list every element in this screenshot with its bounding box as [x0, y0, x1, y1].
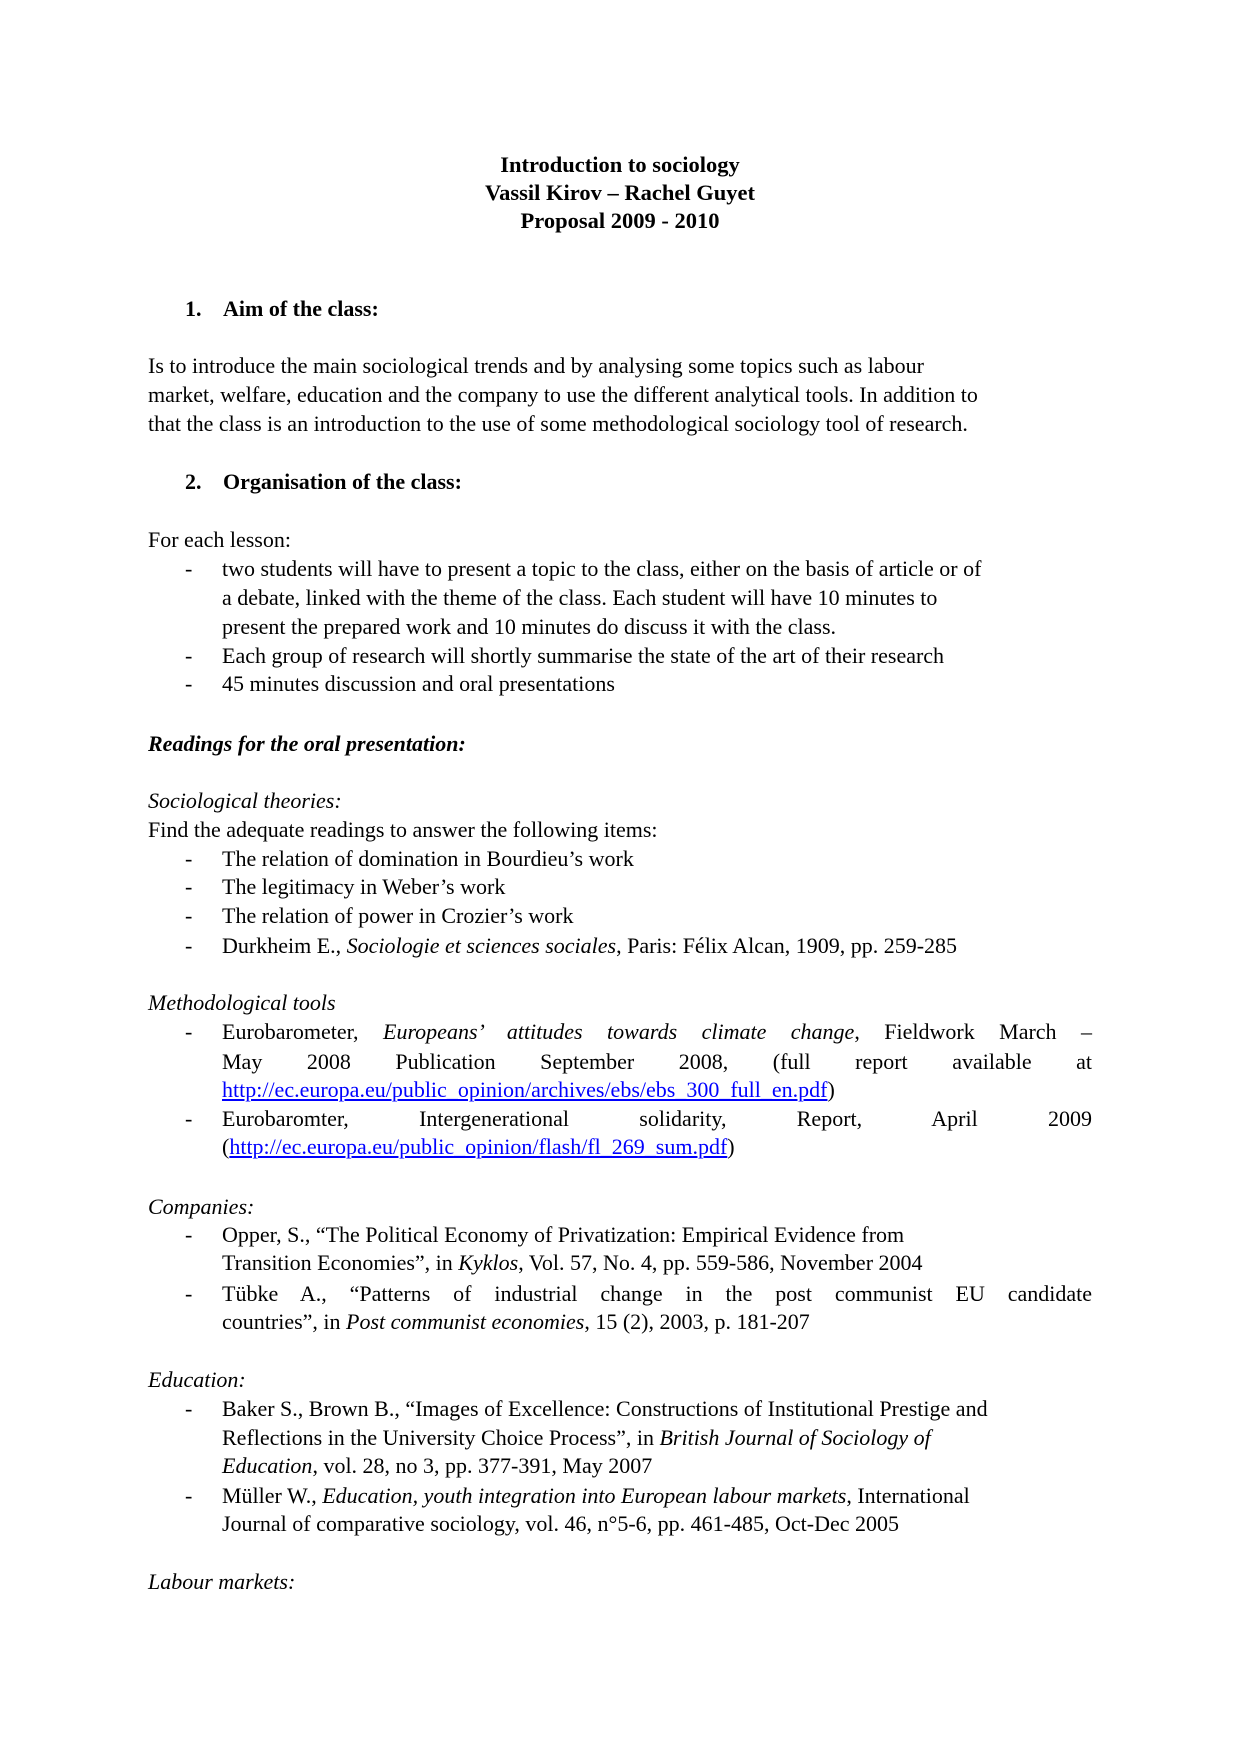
section-2-heading: Organisation of the class:	[223, 469, 462, 494]
citation-title: Education, youth integration into European labour markets	[322, 1483, 847, 1508]
bullet-dash: -	[185, 874, 193, 899]
list-item-continuation: a debate, linked with the theme of the class. Each student will have 10 minutes to	[222, 585, 938, 610]
bullet-dash: -	[185, 1396, 193, 1421]
readings-heading: Readings for the oral presentation:	[148, 731, 466, 756]
citation-details: , vol. 28, no 3, pp. 377-391, May 2007	[312, 1453, 653, 1478]
bullet-dash: -	[185, 1483, 193, 1508]
list-item: 45 minutes discussion and oral presentations	[222, 671, 615, 696]
link-close-paren: )	[727, 1134, 735, 1159]
list-item: The relation of power in Crozier’s work	[222, 903, 574, 928]
document-subtitle: Proposal 2009 - 2010	[520, 208, 720, 233]
link-close-paren: )	[827, 1077, 835, 1102]
citation-author: Müller W.,	[222, 1483, 323, 1508]
citation-source: Eurobarometer,	[222, 1019, 383, 1044]
section-1-paragraph-line: that the class is an introduction to the use of some methodological sociology tool of research.	[148, 411, 968, 436]
list-item-durkheim	[222, 932, 957, 960]
report-link-fl-269[interactable]: http://ec.europa.eu/public_opinion/flash/fl_269_sum.pdf	[229, 1134, 728, 1159]
subsection-methodological-tools: Methodological tools	[148, 990, 336, 1015]
list-item: Baker S., Brown B., “Images of Excellence: Constructions of Institutional Prestige and	[222, 1396, 988, 1421]
citation-title: Sociologie et sciences sociales	[346, 933, 617, 958]
section-1-heading: Aim of the class:	[223, 296, 379, 321]
report-link-ebs-300[interactable]: http://ec.europa.eu/public_opinion/archives/ebs/ebs_300_full_en.pdf	[222, 1077, 828, 1102]
citation-details: , Paris: Félix Alcan, 1909, pp. 259-285	[616, 933, 958, 958]
citation-author: Durkheim E.,	[222, 933, 347, 958]
list-item-continuation	[222, 1308, 810, 1336]
section-1-paragraph-line: market, welfare, education and the company to use the different analytical tools. In addition to	[148, 382, 978, 407]
bullet-dash: -	[185, 643, 193, 668]
list-item-continuation	[222, 1452, 652, 1480]
list-item-continuation	[222, 1249, 923, 1277]
citation-text: Transition Economies”, in	[222, 1250, 459, 1275]
list-item-continuation	[222, 1076, 835, 1104]
list-item-continuation: Journal of comparative sociology, vol. 46, n°5-6, pp. 461-485, Oct-Dec 2005	[222, 1511, 900, 1536]
subsection-labour-markets: Labour markets:	[148, 1569, 296, 1594]
citation-details: , Fieldwork March –	[854, 1019, 1092, 1044]
list-item	[222, 1482, 970, 1510]
bullet-dash: -	[185, 846, 193, 871]
list-item-continuation: present the prepared work and 10 minutes do discuss it with the class.	[222, 614, 837, 639]
bullet-dash: -	[185, 1106, 193, 1131]
link-open-paren: (	[222, 1134, 230, 1159]
bullet-dash: -	[185, 1281, 193, 1306]
bullet-dash: -	[185, 1019, 193, 1044]
document-title: Introduction to sociology	[500, 152, 740, 177]
list-item-eurobarometer-1	[222, 1018, 1092, 1046]
bullet-dash: -	[185, 903, 193, 928]
section-1-paragraph-line: Is to introduce the main sociological trends and by analysing some topics such as labour	[148, 353, 924, 378]
citation-journal: British Journal of Sociology of	[659, 1425, 931, 1450]
subsection-companies: Companies:	[148, 1194, 255, 1219]
citation-journal: Kyklos	[458, 1250, 519, 1275]
section-1-number: 1.	[185, 296, 202, 321]
list-item: Opper, S., “The Political Economy of Privatization: Empirical Evidence from	[222, 1222, 905, 1247]
bullet-dash: -	[185, 933, 193, 958]
list-item: Each group of research will shortly summarise the state of the art of their research	[222, 643, 945, 668]
citation-details: , International	[846, 1483, 970, 1508]
citation-title: Europeans’ attitudes towards climate change	[383, 1019, 855, 1044]
citation-details: , Vol. 57, No. 4, pp. 559-586, November 2004	[518, 1250, 923, 1275]
citation-details: , 15 (2), 2003, p. 181-207	[584, 1309, 810, 1334]
subsection-education: Education:	[148, 1367, 246, 1392]
subsection-sociological-theories: Sociological theories:	[148, 788, 342, 813]
bullet-dash: -	[185, 1222, 193, 1247]
list-item-continuation	[222, 1424, 931, 1452]
list-item-continuation	[222, 1133, 735, 1161]
bullet-dash: -	[185, 671, 193, 696]
bullet-dash: -	[185, 556, 193, 581]
list-item: Tübke A., “Patterns of industrial change in the post communist EU candidate	[222, 1281, 1092, 1306]
section-2-number: 2.	[185, 469, 202, 494]
citation-text: Reflections in the University Choice Process”, in	[222, 1425, 660, 1450]
citation-journal: Post communist economies	[346, 1309, 585, 1334]
citation-text: countries”, in	[222, 1309, 347, 1334]
document-authors: Vassil Kirov – Rachel Guyet	[484, 180, 755, 205]
list-item-continuation: May 2008 Publication September 2008, (full report available at	[222, 1049, 1092, 1074]
list-item: The relation of domination in Bourdieu’s work	[222, 846, 634, 871]
list-item: two students will have to present a topic to the class, either on the basis of article or of	[222, 556, 982, 581]
sociological-theories-intro: Find the adequate readings to answer the following items:	[148, 817, 658, 842]
citation-journal: Education	[222, 1453, 313, 1478]
list-item-eurobarometer-2: Eurobaromter, Intergenerational solidarity, Report, April 2009	[222, 1106, 1092, 1131]
section-2-intro: For each lesson:	[148, 527, 291, 552]
list-item: The legitimacy in Weber’s work	[222, 874, 506, 899]
